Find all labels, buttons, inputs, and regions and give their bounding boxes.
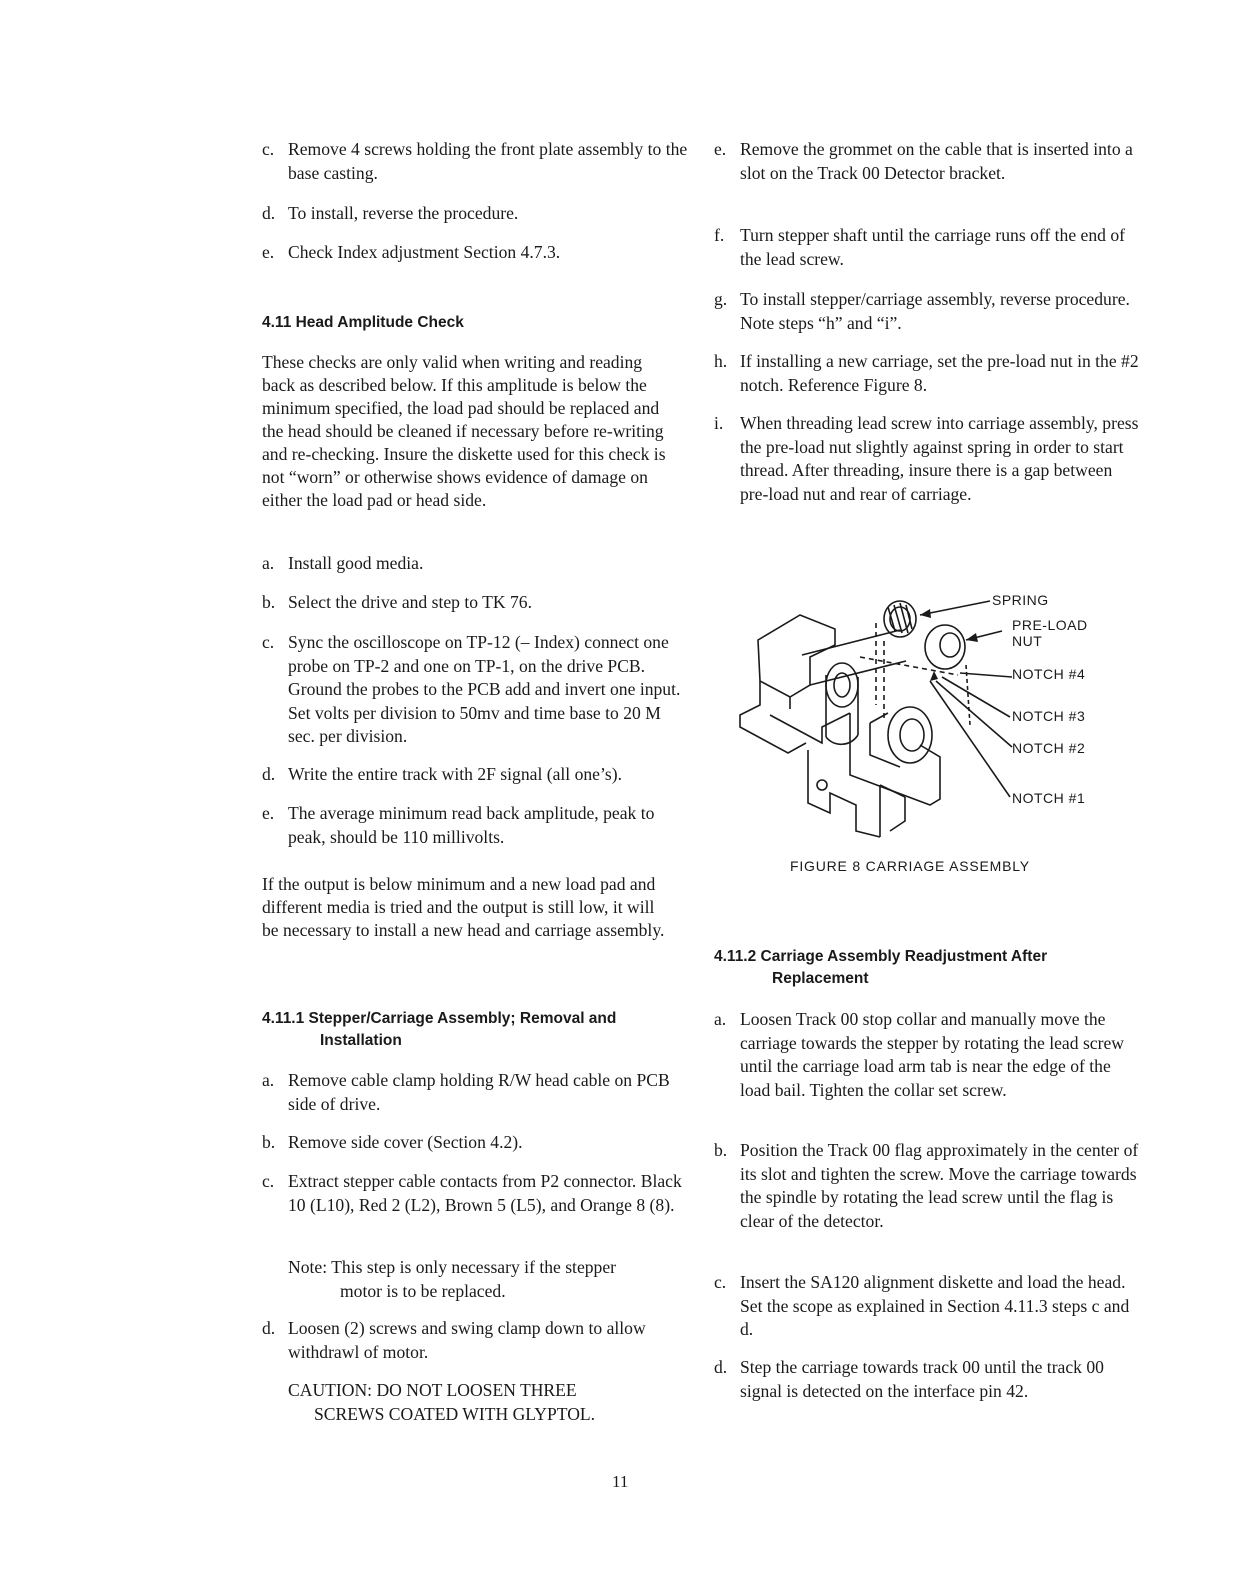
section-heading [262, 1008, 616, 1052]
list-item [714, 138, 1140, 185]
carriage-assembly-figure [730, 585, 1110, 845]
note [288, 1256, 616, 1303]
item-text: Insert the SA120 alignment diskette and load the head. Set the scope as explained in Section 4.11.3 steps c and d. [740, 1272, 1130, 1339]
list-item [262, 1069, 688, 1116]
list-item [262, 802, 688, 849]
list-item [262, 591, 688, 615]
list-item [262, 552, 688, 576]
heading-line: 4.11.2 Carriage Assembly Readjustment After [714, 948, 1048, 965]
heading-line: 4.11.1 Stepper/Carriage Assembly; Removal and [262, 1010, 617, 1027]
figure-label-spring: SPRING [992, 592, 1049, 608]
note-line: Note: This step is only necessary if the stepper [288, 1257, 617, 1277]
list-item [714, 350, 1140, 397]
list-item [262, 1317, 688, 1364]
section-heading: 4.11 Head Amplitude Check [262, 314, 464, 331]
item-label: c. [262, 139, 275, 159]
item-label: b. [262, 592, 276, 612]
item-label: g. [714, 289, 728, 309]
caution-line: SCREWS COATED WITH GLYPTOL. [314, 1403, 596, 1424]
list-item [262, 202, 688, 226]
item-text: Step the carriage towards track 00 until the track 00 signal is detected on the interface pin 42. [740, 1357, 1104, 1401]
section-closing: If the output is below minimum and a new load pad and different media is tried and the output is still low, it will be necessary to install a new head and carriage assembly. [262, 874, 665, 940]
list-item [714, 1008, 1140, 1102]
figure-caption: FIGURE 8 CARRIAGE ASSEMBLY [790, 858, 1030, 874]
item-text: Remove 4 screws holding the front plate assembly to the base casting. [288, 139, 688, 183]
item-text: Remove side cover (Section 4.2). [288, 1132, 523, 1152]
section-intro: These checks are only valid when writing and reading back as described below. If this amplitude is below the minimum specified, the load pad should be replaced and the head should be cleaned if necessary before re-writing and re-checking. Insure the diskette used for this check is not “worn” or otherwise shows evidence of damage on either the load pad or head side. [262, 352, 666, 510]
list-item [714, 224, 1140, 271]
list-item [714, 412, 1140, 506]
item-label: e. [714, 139, 727, 159]
item-label: e. [262, 803, 275, 823]
item-text: Turn stepper shaft until the carriage runs off the end of the lead screw. [740, 225, 1126, 269]
item-label: i. [714, 413, 724, 433]
item-text: To install stepper/carriage assembly, reverse procedure. Note steps “h” and “i”. [740, 289, 1130, 333]
item-text: Loosen (2) screws and swing clamp down to allow withdrawl of motor. [288, 1318, 646, 1362]
figure-label-nut: NUT [1012, 633, 1043, 649]
item-label: a. [262, 1070, 275, 1090]
figure-label-notch3: NOTCH #3 [1012, 708, 1086, 724]
item-text: Position the Track 00 flag approximately in the center of its slot and tighten the screw. Move the carriage towards the spindle by rotating the lead screw until the flag is clear of the detector. [740, 1140, 1139, 1231]
item-label: b. [714, 1140, 728, 1160]
item-label: h. [714, 351, 728, 371]
item-label: c. [714, 1272, 727, 1292]
list-item [262, 1131, 688, 1155]
heading-line: Replacement [772, 970, 869, 987]
note-line: motor is to be replaced. [340, 1280, 506, 1301]
item-text: Check Index adjustment Section 4.7.3. [288, 242, 561, 262]
item-label: c. [262, 1171, 275, 1191]
list-item [714, 288, 1140, 335]
item-label: e. [262, 242, 275, 262]
item-text: If installing a new carriage, set the pre-load nut in the #2 notch. Reference Figure 8. [740, 351, 1139, 395]
item-label: b. [262, 1132, 276, 1152]
list-item [714, 1356, 1140, 1403]
caution-line: CAUTION: DO NOT LOOSEN THREE [288, 1380, 577, 1400]
item-label: a. [714, 1009, 727, 1029]
list-item [262, 763, 688, 787]
figure-label-preload: PRE-LOAD [1012, 617, 1088, 633]
figure-label-notch1: NOTCH #1 [1012, 790, 1086, 806]
section-heading [714, 946, 1047, 990]
caution [288, 1379, 595, 1426]
item-text: Remove the grommet on the cable that is inserted into a slot on the Track 00 Detector bracket. [740, 139, 1133, 183]
item-label: c. [262, 632, 275, 652]
list-item [262, 241, 688, 265]
figure-label-notch2: NOTCH #2 [1012, 740, 1086, 756]
list-item [714, 1139, 1140, 1233]
item-text: The average minimum read back amplitude, peak to peak, should be 110 millivolts. [288, 803, 655, 847]
item-label: d. [262, 764, 276, 784]
list-item [262, 631, 688, 749]
item-text: Extract stepper cable contacts from P2 connector. Black 10 (L10), Red 2 (L2), Brown 5 (L5), and Orange 8 (8). [288, 1171, 682, 1215]
list-item [714, 1271, 1140, 1342]
item-text: Select the drive and step to TK 76. [288, 592, 532, 612]
item-label: d. [262, 203, 276, 223]
item-text: Remove cable clamp holding R/W head cable on PCB side of drive. [288, 1070, 670, 1114]
list-item [262, 1170, 688, 1217]
item-text: Write the entire track with 2F signal (all one’s). [288, 764, 622, 784]
list-item [262, 138, 688, 185]
item-text: To install, reverse the procedure. [288, 203, 519, 223]
item-label: d. [262, 1318, 276, 1338]
item-text: Sync the oscilloscope on TP-12 (– Index) connect one probe on TP-2 and one on TP-1, on the drive PCB. Ground the probes to the PCB add and invert one input. Set volts per division to 50mv and time base to 20 M sec. per division. [288, 632, 681, 746]
figure-label-notch4: NOTCH #4 [1012, 666, 1086, 682]
item-label: f. [714, 225, 725, 245]
item-text: When threading lead screw into carriage assembly, press the pre-load nut slightly against spring in order to start thread. After threading, insure there is a gap between pre-load nut and rear of carriage. [740, 413, 1139, 504]
item-text: Install good media. [288, 553, 424, 573]
page-number: 11 [612, 1472, 629, 1491]
item-label: a. [262, 553, 275, 573]
item-text: Loosen Track 00 stop collar and manually move the carriage towards the stepper by rotating the lead screw until the carriage load arm tab is near the edge of the load bail. Tighten the collar set screw. [740, 1009, 1124, 1100]
heading-line: Installation [320, 1032, 402, 1049]
item-label: d. [714, 1357, 728, 1377]
